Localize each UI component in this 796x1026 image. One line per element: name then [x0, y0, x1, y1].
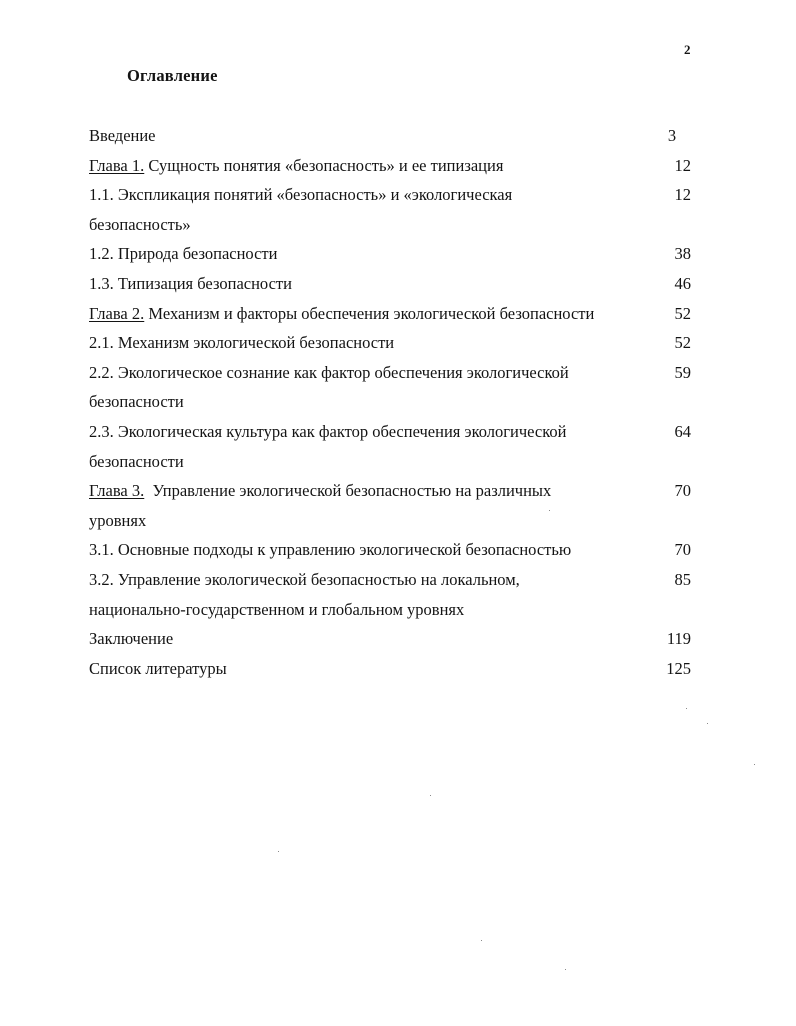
toc-entry-page: 64: [674, 421, 691, 441]
toc-entry-page: 12: [674, 185, 691, 205]
toc-entry-page: 85: [674, 569, 691, 589]
toc-entry-page: 46: [674, 273, 691, 293]
toc-entry-title: Механизм и факторы обеспечения экологической безопасности: [144, 303, 595, 323]
toc-entry-page: 3: [667, 126, 677, 145]
toc-entry-section-1-2: [89, 239, 691, 269]
scan-speck: [565, 969, 566, 970]
toc-entry-section-2-2: [89, 358, 691, 417]
toc-entry-section-1-3: [89, 269, 691, 299]
toc-entry-section-3-1: [89, 535, 691, 565]
toc-entry-title: 3.2. Управление экологической безопасностью на локальном, национально-государственном и глобальном уровнях: [89, 569, 520, 619]
toc-entry-page: 70: [674, 540, 691, 560]
toc-entry-title: Управление экологической безопасностью на различных уровнях: [89, 481, 556, 530]
toc-entry-title: 2.3. Экологическая культура как фактор обеспечения экологической безопасности: [89, 421, 567, 471]
table-of-contents: [89, 121, 691, 683]
toc-entry-title: 2.1. Механизм экологической безопасности: [89, 333, 395, 353]
toc-entry-page: 125: [666, 658, 691, 678]
toc-entry-introduction: [89, 121, 691, 151]
toc-entry-page: 59: [674, 362, 691, 382]
toc-entry-title: 2.2. Экологическое сознание как фактор обеспечения экологической безопасности: [89, 362, 569, 412]
toc-entry-title: 1.2. Природа безопасности: [89, 244, 278, 264]
toc-entry-conclusion: [89, 624, 691, 654]
scan-speck: [430, 795, 431, 796]
scan-speck: [278, 851, 279, 852]
toc-entry-section-1-1: [89, 180, 691, 239]
toc-entry-section-2-3: [89, 417, 691, 476]
toc-entry-chapter-3: [89, 476, 691, 535]
toc-entry-title: Заключение: [89, 629, 174, 649]
chapter-label: Глава 3.: [89, 481, 145, 501]
toc-entry-title: 1.3. Типизация безопасности: [89, 273, 292, 293]
scan-speck: [707, 723, 708, 724]
page-number: 2: [684, 42, 691, 57]
scan-speck: [754, 764, 755, 765]
toc-entry-section-2-1: [89, 328, 691, 358]
toc-entry-title: 3.1. Основные подходы к управлению экологической безопасностью: [89, 540, 572, 560]
toc-entry-section-3-2: [89, 565, 691, 624]
toc-heading: Оглавление: [127, 66, 218, 85]
toc-entry-page: 52: [674, 303, 691, 323]
toc-entry-page: 12: [674, 155, 691, 175]
toc-entry-title: 1.1. Экспликация понятий «безопасность» и «экологическая безопасность»: [89, 185, 513, 234]
scan-speck: [481, 940, 482, 941]
toc-entry-title: Сущность понятия «безопасность» и ее типизация: [144, 155, 504, 175]
toc-entry-page: 70: [674, 481, 691, 501]
toc-entry-title: Введение: [89, 126, 156, 145]
toc-entry-page: 38: [674, 244, 691, 264]
toc-entry-title: Список литературы: [89, 658, 227, 678]
scan-speck: [686, 708, 687, 709]
chapter-label: Глава 2.: [89, 303, 145, 323]
scan-speck: [549, 510, 550, 511]
toc-entry-bibliography: [89, 654, 691, 684]
toc-entry-page: 52: [674, 333, 691, 353]
toc-entry-chapter-1: [89, 151, 691, 181]
toc-entry-page: 119: [666, 629, 691, 649]
chapter-label: Глава 1.: [89, 155, 145, 175]
toc-entry-chapter-2: [89, 299, 691, 329]
